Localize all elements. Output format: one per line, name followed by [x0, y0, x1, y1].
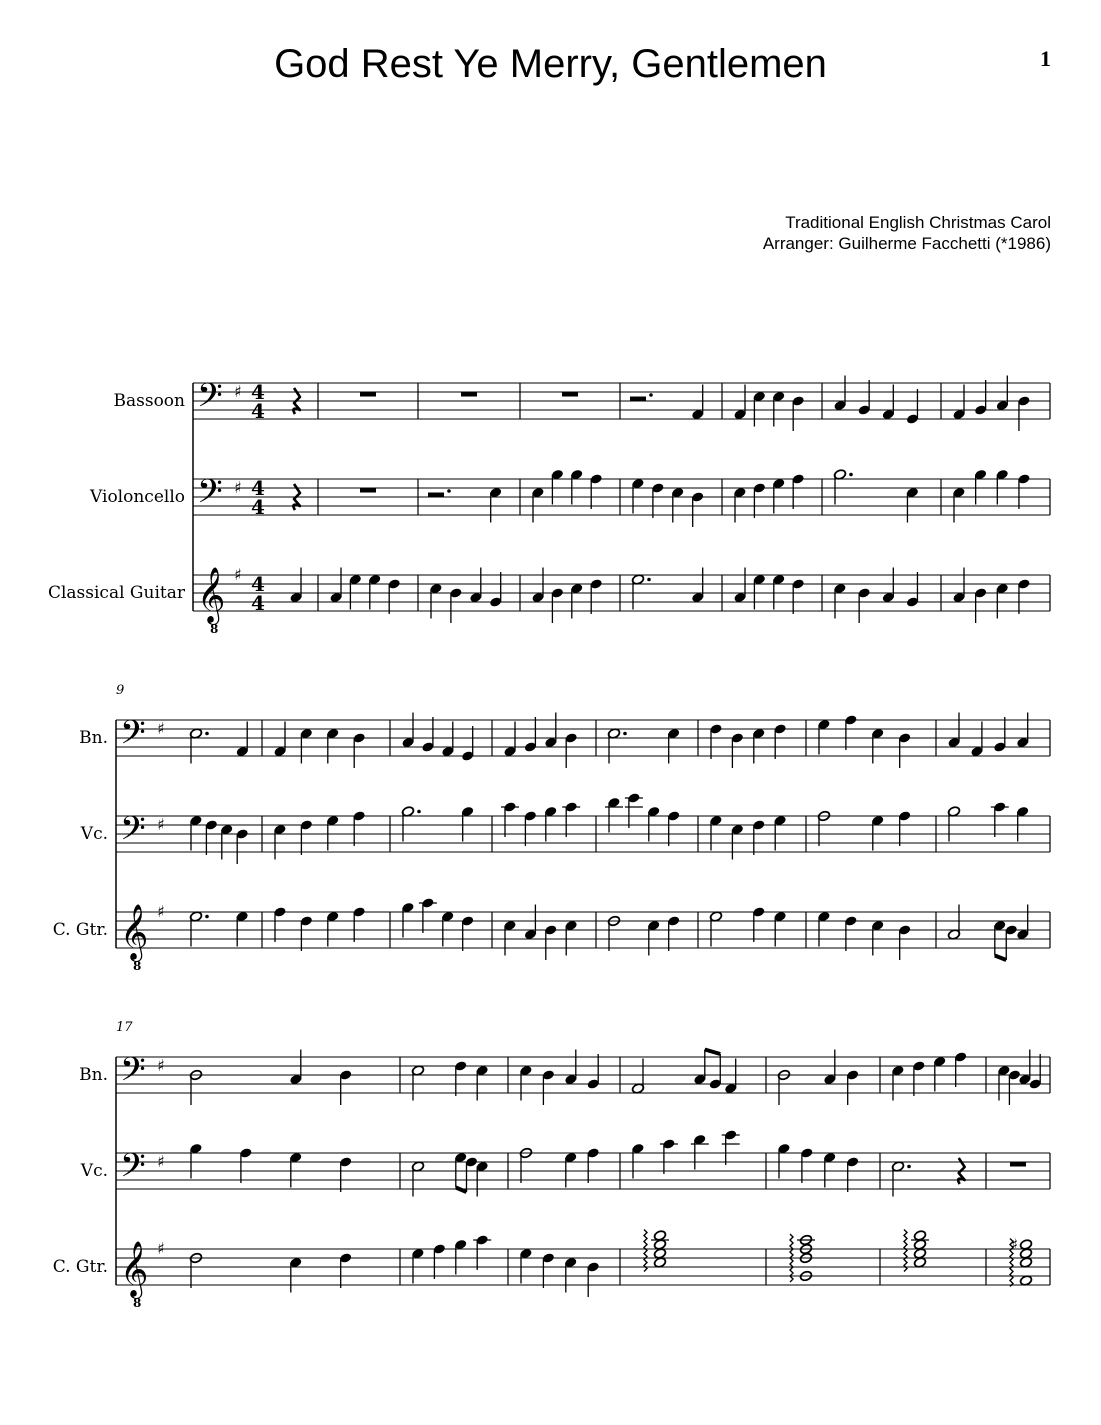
measure [461, 392, 477, 397]
measure [1010, 1162, 1026, 1167]
measure-number: 17 [116, 1020, 133, 1035]
octave-mark: 8 [210, 622, 219, 636]
time-signature-bottom: 4 [251, 399, 265, 423]
measure [503, 905, 578, 961]
treble-clef: 𝄞 [120, 1241, 149, 1297]
instrument-label: C. Gtr. [52, 1257, 108, 1277]
measure [428, 487, 502, 523]
time-signature-top: 4 [251, 572, 265, 596]
measure [833, 469, 919, 523]
measure [631, 478, 704, 527]
arranger-credit: Arranger: Guilherme Facchetti (*1986) [762, 234, 1051, 253]
key-signature-sharp: ♯ [157, 1056, 165, 1075]
page-title: God Rest Ye Merry, Gentlemen [274, 42, 827, 86]
measure [360, 392, 376, 397]
system [53, 1020, 1050, 1310]
key-signature-sharp: ♯ [157, 1239, 165, 1258]
dot [205, 915, 209, 919]
bass-clef: 𝄢 [120, 1051, 146, 1097]
measure [777, 1143, 859, 1192]
staff [53, 897, 1050, 973]
measure [817, 714, 911, 768]
treble-clef: 𝄞 [120, 904, 149, 960]
measure [891, 1158, 964, 1197]
key-signature-sharp: ♯ [234, 478, 242, 497]
octave-mark: 8 [133, 1296, 142, 1310]
measure [519, 1050, 600, 1106]
bass-clef: 𝄢 [120, 714, 146, 760]
measure [519, 1248, 600, 1297]
measure [411, 1152, 489, 1197]
measure [531, 568, 603, 624]
dot [907, 1165, 911, 1169]
measure [189, 1143, 352, 1192]
instrument-label: Bassoon [113, 391, 185, 411]
staff [79, 713, 1050, 769]
measure [947, 713, 1029, 758]
staff [53, 1230, 1050, 1311]
instrument-label: Bn. [79, 728, 108, 748]
dot [205, 732, 209, 736]
measure [733, 385, 805, 432]
measure [605, 792, 680, 846]
measure [1010, 1236, 1033, 1287]
time-signature-bottom: 4 [251, 495, 265, 519]
whole-rest [562, 392, 578, 397]
measure [360, 488, 376, 493]
measure [952, 469, 1030, 523]
measure [904, 1230, 929, 1272]
measure [709, 723, 787, 768]
dot [647, 578, 651, 582]
dot [849, 473, 853, 477]
bass-clef: 𝄢 [120, 1147, 146, 1193]
measure [947, 905, 1029, 961]
beam [995, 956, 1006, 961]
dot [623, 732, 627, 736]
measure [501, 801, 580, 846]
measure [189, 815, 249, 864]
measure [631, 568, 704, 610]
time-signature-top: 4 [251, 380, 265, 404]
measure [952, 376, 1030, 432]
measure [817, 911, 911, 960]
instrument-label: C. Gtr. [52, 920, 108, 940]
key-signature-sharp: ♯ [157, 719, 165, 738]
measure [733, 568, 805, 615]
arpeggio [644, 1230, 647, 1272]
half-rest [630, 397, 646, 402]
measure [952, 568, 1030, 624]
dot [417, 810, 421, 814]
whole-rest [360, 392, 376, 397]
measure [401, 806, 474, 842]
measure [531, 469, 603, 523]
measure [273, 722, 366, 769]
arpeggio [904, 1230, 907, 1272]
instrument-label: Vc. [80, 1161, 108, 1181]
bass-clef: 𝄢 [197, 377, 223, 423]
staff [80, 792, 1050, 864]
treble-clef: 𝄞 [197, 567, 226, 623]
dot [447, 489, 451, 493]
key-signature-sharp: ♯ [234, 382, 242, 401]
measure [429, 568, 502, 624]
measure [329, 568, 401, 615]
measure [833, 568, 919, 624]
staff [79, 1050, 1050, 1106]
key-signature-sharp: ♯ [157, 1152, 165, 1171]
staff [89, 469, 1050, 527]
measure [709, 815, 787, 860]
measure [189, 722, 249, 764]
system [53, 683, 1050, 973]
measure [997, 1050, 1042, 1106]
beam [705, 1050, 720, 1055]
instrument-label: Vc. [80, 824, 108, 844]
time-signature-bottom: 4 [251, 591, 265, 615]
dot [649, 393, 653, 397]
instrument-label: Bn. [79, 1065, 108, 1085]
measure-number: 9 [116, 683, 125, 698]
measure [777, 1050, 859, 1106]
bass-clef: 𝄢 [120, 810, 146, 856]
measure [607, 728, 680, 764]
staff [80, 1129, 1050, 1196]
measure [631, 1050, 737, 1095]
staff [48, 565, 1050, 636]
instrument-label: Classical Guitar [47, 583, 185, 603]
whole-rest [1010, 1162, 1026, 1167]
whole-rest [461, 392, 477, 397]
key-signature-sharp: ♯ [157, 902, 165, 921]
measure [503, 713, 578, 769]
key-signature-sharp: ♯ [157, 815, 165, 834]
key-signature-sharp: ♯ [234, 565, 242, 584]
page-number: 1 [1040, 46, 1051, 71]
bass-clef: 𝄢 [197, 473, 223, 519]
instrument-label: Violoncello [90, 487, 185, 507]
time-signature-top: 4 [251, 476, 265, 500]
system [48, 376, 1050, 637]
measure [273, 906, 366, 951]
measure [562, 392, 578, 397]
measure [644, 1230, 669, 1272]
measure [189, 911, 249, 947]
whole-rest [360, 488, 376, 493]
sharp-accidental: ♯ [1011, 1235, 1019, 1254]
measure [630, 385, 704, 421]
measure [189, 1050, 352, 1106]
beam [456, 1188, 467, 1193]
staff [114, 376, 1051, 432]
composer-credit: Traditional English Christmas Carol [785, 213, 1051, 232]
measure [947, 801, 1029, 841]
measure [289, 568, 302, 604]
octave-mark: 8 [133, 959, 142, 973]
half-rest [428, 493, 444, 498]
measure [401, 897, 474, 951]
